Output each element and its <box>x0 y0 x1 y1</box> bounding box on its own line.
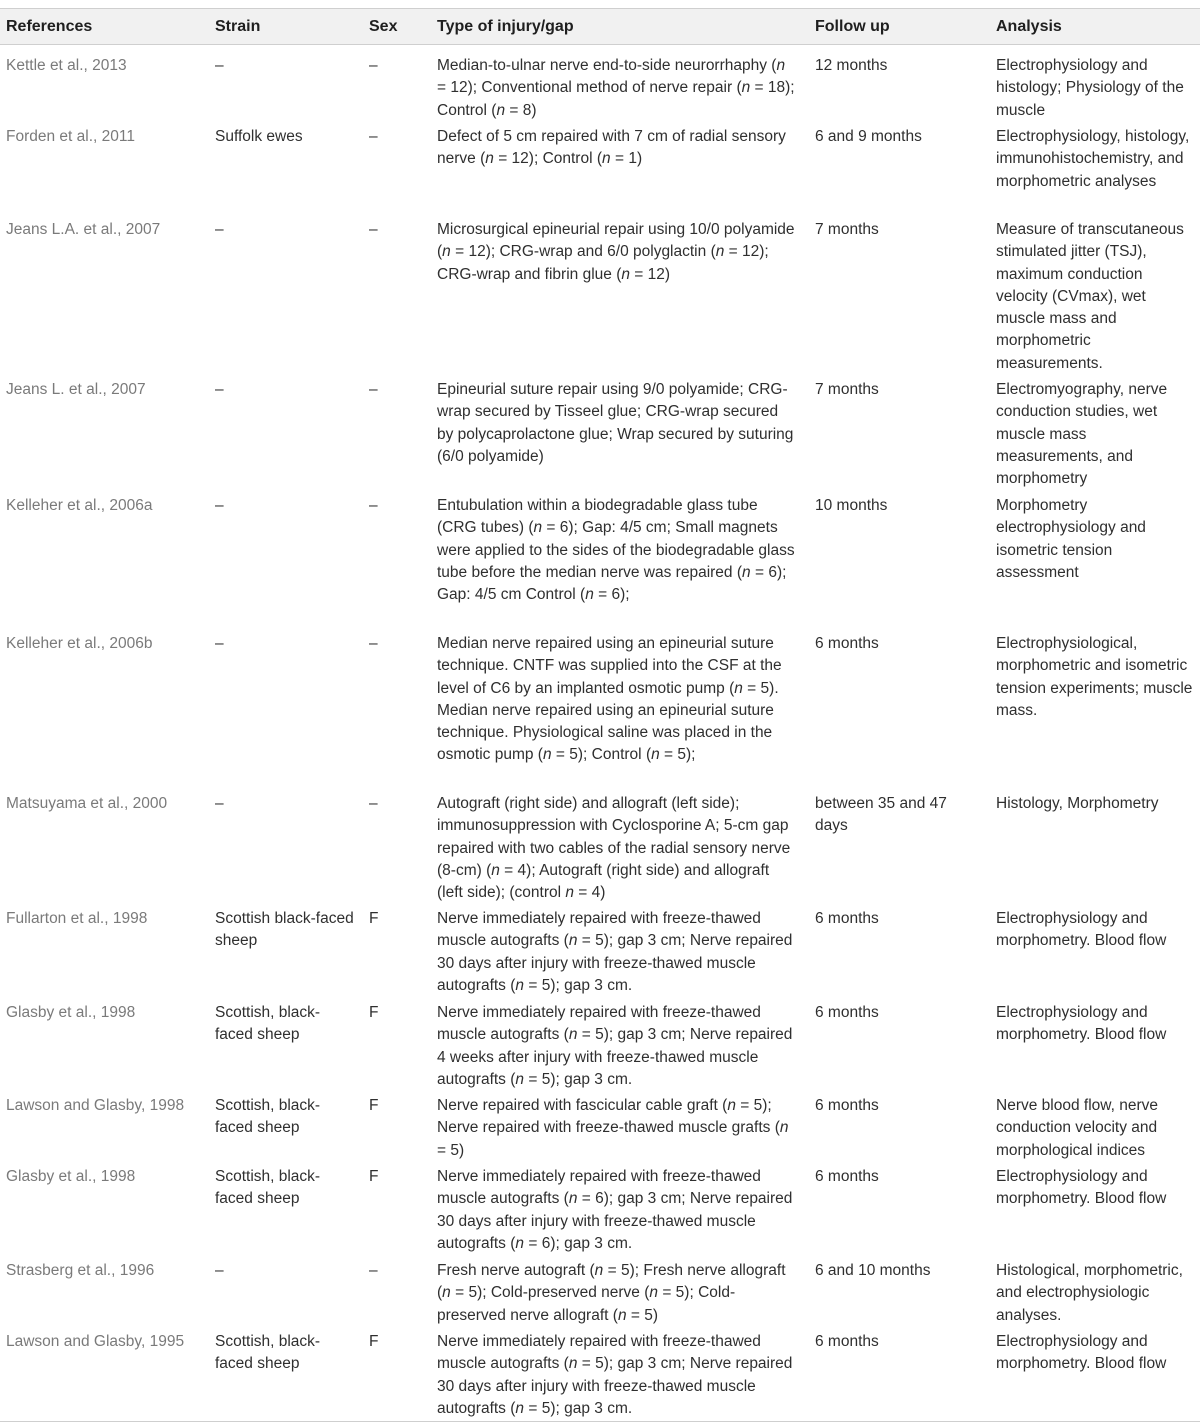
cell-follow-up: 7 months <box>815 381 879 398</box>
cell-analysis: Electrophysiology and histology; Physiology of the muscle <box>996 57 1184 119</box>
cell-reference: Forden et al., 2011 <box>6 128 135 145</box>
cell-sex: F <box>369 1333 379 1350</box>
cell-follow-up: 6 months <box>815 1004 879 1021</box>
cell-sex: F <box>369 910 379 927</box>
cell-strain: – <box>215 795 224 812</box>
cell-reference: Glasby et al., 1998 <box>6 1168 136 1185</box>
cell-sex: – <box>369 795 378 812</box>
cell-injury: Nerve immediately repaired with freeze-thawed muscle autografts (n = 5); gap 3 cm; Nerve repaired 30 days after injury with freeze-thawed muscle autografts (n = 5); gap 3 cm. <box>437 1333 793 1417</box>
cell-sex: – <box>369 1262 378 1279</box>
header-injury: Type of injury/gap <box>437 18 574 35</box>
cell-reference: Lawson and Glasby, 1998 <box>6 1097 185 1114</box>
cell-strain: Scottish, black-faced sheep <box>215 1333 321 1373</box>
table-bottom-rule <box>0 1421 1200 1422</box>
cell-analysis: Electromyography, nerve conduction studies, wet muscle mass measurements, and morphometry <box>996 381 1168 488</box>
cell-follow-up: 6 months <box>815 1097 879 1114</box>
cell-strain: Scottish, black-faced sheep <box>215 1004 321 1044</box>
cell-follow-up: 6 months <box>815 1168 879 1185</box>
cell-reference: Jeans L. et al., 2007 <box>6 381 146 398</box>
cell-follow-up: 6 months <box>815 1333 879 1350</box>
cell-strain: Scottish black-faced sheep <box>215 910 354 950</box>
cell-injury: Fresh nerve autograft (n = 5); Fresh nerve allograft (n = 5); Cold-preserved nerve (n = 5); Cold-preserved nerve allograft (n = 5) <box>437 1262 786 1324</box>
table-header <box>0 8 1200 45</box>
cell-analysis: Electrophysiology and morphometry. Blood flow <box>996 910 1167 950</box>
cell-sex: – <box>369 221 378 238</box>
cell-reference: Matsuyama et al., 2000 <box>6 795 168 812</box>
cell-sex: – <box>369 381 378 398</box>
cell-follow-up: 7 months <box>815 221 879 238</box>
cell-reference: Fullarton et al., 1998 <box>6 910 148 927</box>
cell-injury: Nerve immediately repaired with freeze-thawed muscle autografts (n = 5); gap 3 cm; Nerve repaired 30 days after injury with freeze-thawed muscle autografts (n = 5); gap 3 cm. <box>437 910 793 994</box>
cell-analysis: Morphometry electrophysiology and isometric tension assessment <box>996 497 1146 581</box>
cell-analysis: Histological, morphometric, and electrophysiologic analyses. <box>996 1262 1183 1324</box>
cell-injury: Epineurial suture repair using 9/0 polyamide; CRG-wrap secured by Tisseel glue; CRG-wrap secured by polycaprolactone glue; Wrap secured by suturing (6/0 polyamide) <box>437 381 794 465</box>
cell-analysis: Electrophysiology and morphometry. Blood flow <box>996 1004 1167 1044</box>
cell-strain: – <box>215 57 224 74</box>
header-follow-up: Follow up <box>815 18 890 35</box>
cell-reference: Glasby et al., 1998 <box>6 1004 136 1021</box>
cell-strain: – <box>215 221 224 238</box>
header-analysis: Analysis <box>996 18 1062 35</box>
cell-follow-up: 10 months <box>815 497 888 514</box>
cell-strain: Scottish, black-faced sheep <box>215 1097 321 1137</box>
cell-follow-up: 6 months <box>815 635 879 652</box>
cell-injury: Defect of 5 cm repaired with 7 cm of radial sensory nerve (n = 12); Control (n = 1) <box>437 128 786 168</box>
cell-injury: Nerve immediately repaired with freeze-thawed muscle autografts (n = 5); gap 3 cm; Nerve repaired 4 weeks after injury with freeze-thawed muscle autografts (n = 5); gap 3 cm. <box>437 1004 793 1088</box>
cell-reference: Jeans L.A. et al., 2007 <box>6 221 161 238</box>
cell-reference: Lawson and Glasby, 1995 <box>6 1333 185 1350</box>
cell-follow-up: 6 and 9 months <box>815 128 922 145</box>
cell-reference: Kettle et al., 2013 <box>6 57 127 74</box>
cell-sex: – <box>369 635 378 652</box>
cell-injury: Nerve repaired with fascicular cable graft (n = 5); Nerve repaired with freeze-thawed muscle grafts (n = 5) <box>437 1097 789 1159</box>
cell-sex: – <box>369 128 378 145</box>
cell-follow-up: between 35 and 47 days <box>815 795 947 835</box>
cell-injury: Entubulation within a biodegradable glass tube (CRG tubes) (n = 6); Gap: 4/5 cm; Small magnets were applied to the sides of the biodegradable glass tube before the median nerve was repaired (n = 6); Gap: 4/5 cm Control (n = 6); <box>437 497 795 604</box>
header-references: References <box>6 18 93 35</box>
cell-analysis: Histology, Morphometry <box>996 795 1159 812</box>
cell-analysis: Nerve blood flow, nerve conduction velocity and morphological indices <box>996 1097 1158 1159</box>
cell-strain: – <box>215 635 224 652</box>
cell-analysis: Electrophysiological, morphometric and isometric tension experiments; muscle mass. <box>996 635 1193 719</box>
cell-strain: – <box>215 381 224 398</box>
cell-injury: Microsurgical epineurial repair using 10/0 polyamide (n = 12); CRG-wrap and 6/0 polyglactin (n = 12); CRG-wrap and fibrin glue (n = 12) <box>437 221 795 283</box>
cell-analysis: Electrophysiology and morphometry. Blood flow <box>996 1333 1167 1373</box>
cell-strain: – <box>215 1262 224 1279</box>
cell-sex: F <box>369 1168 379 1185</box>
cell-analysis: Electrophysiology, histology, immunohistochemistry, and morphometric analyses <box>996 128 1190 190</box>
cell-strain: Suffolk ewes <box>215 128 303 145</box>
header-sex: Sex <box>369 18 398 35</box>
cell-sex: F <box>369 1097 379 1114</box>
cell-reference: Strasberg et al., 1996 <box>6 1262 155 1279</box>
cell-follow-up: 12 months <box>815 57 888 74</box>
cell-follow-up: 6 and 10 months <box>815 1262 931 1279</box>
cell-strain: – <box>215 497 224 514</box>
cell-strain: Scottish, black-faced sheep <box>215 1168 321 1208</box>
cell-analysis: Electrophysiology and morphometry. Blood flow <box>996 1168 1167 1208</box>
cell-reference: Kelleher et al., 2006b <box>6 635 153 652</box>
cell-reference: Kelleher et al., 2006a <box>6 497 153 514</box>
cell-injury: Median-to-ulnar nerve end-to-side neurorrhaphy (n = 12); Conventional method of nerve repair (n = 18); Control (n = 8) <box>437 57 795 119</box>
cell-sex: – <box>369 57 378 74</box>
cell-sex: – <box>369 497 378 514</box>
cell-analysis: Measure of transcutaneous stimulated jitter (TSJ), maximum conduction velocity (CVmax), wet muscle mass and morphometric measurements. <box>996 221 1184 372</box>
cell-injury: Nerve immediately repaired with freeze-thawed muscle autografts (n = 6); gap 3 cm; Nerve repaired 30 days after injury with freeze-thawed muscle autografts (n = 6); gap 3 cm. <box>437 1168 793 1252</box>
header-strain: Strain <box>215 18 261 35</box>
cell-injury: Autograft (right side) and allograft (left side); immunosuppression with Cyclosporine A; 5-cm gap repaired with two cables of the radial sensory nerve (8-cm) (n = 4); Autograft (right side) and allograft (left side); (control n = 4) <box>437 795 791 902</box>
cell-sex: F <box>369 1004 379 1021</box>
cell-injury: Median nerve repaired using an epineurial suture technique. CNTF was supplied into the CSF at the level of C6 by an implanted osmotic pump (n = 5). Median nerve repaired using an epineurial suture technique. Physiological saline was placed in the osmotic pump (n = 5); Control (n = 5); <box>437 635 782 764</box>
cell-follow-up: 6 months <box>815 910 879 927</box>
